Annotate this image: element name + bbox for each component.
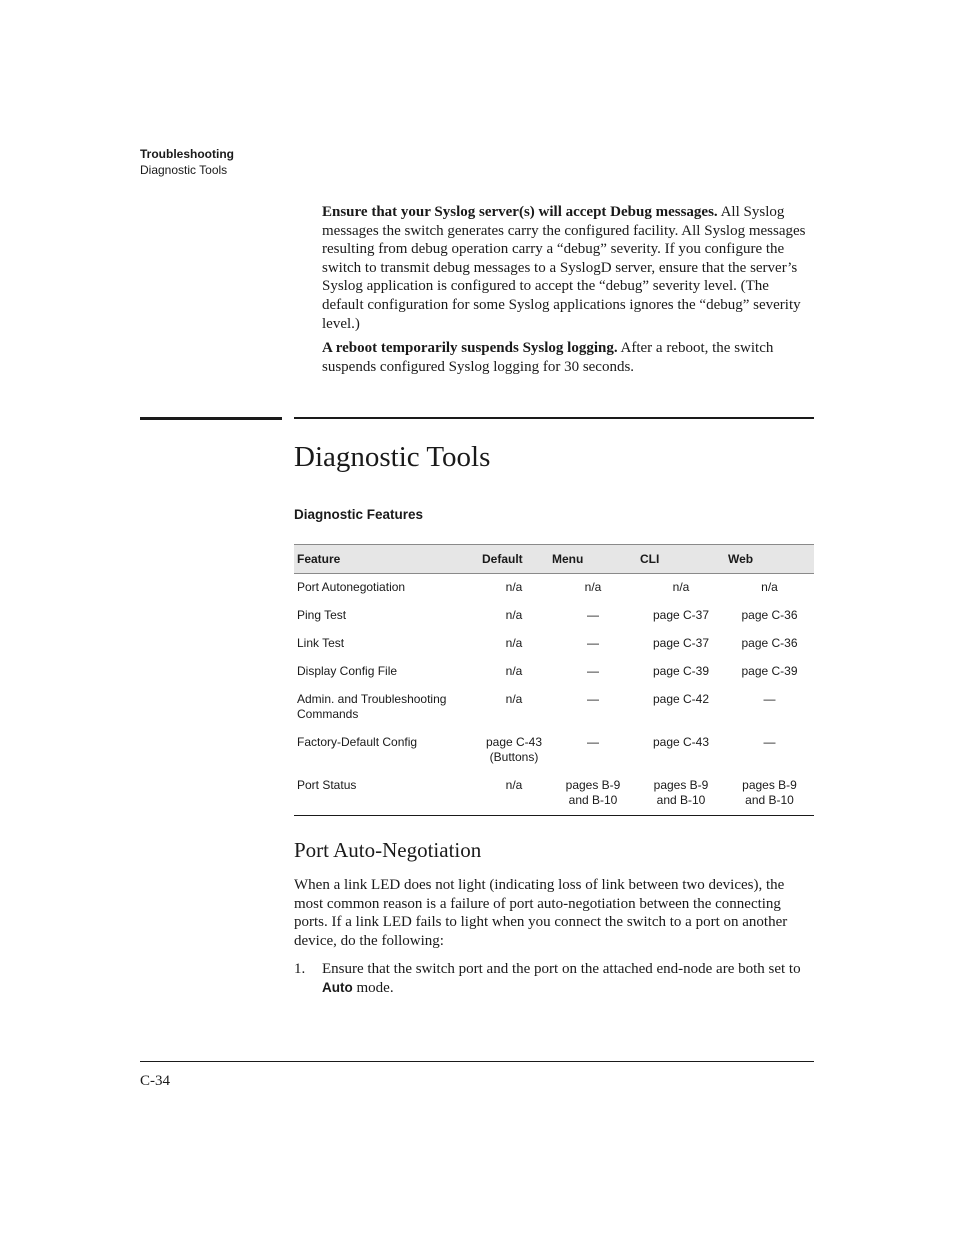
table-cell-menu: n/a <box>584 580 602 594</box>
table-cell-feature: Link Test <box>297 636 345 650</box>
table-row <box>294 602 814 630</box>
table-cell-feature: Port Autonegotiation <box>297 580 406 594</box>
table-row <box>294 658 814 686</box>
diagnostic-features-table <box>294 544 814 816</box>
table-row <box>294 772 814 816</box>
table-cell-menu: — <box>587 664 599 678</box>
auto-keyword: Auto <box>322 979 353 995</box>
table-cell-default: n/a <box>505 636 523 650</box>
col-header-web: Web <box>725 545 814 574</box>
step-text-pre: Ensure that the switch port and the port on the attached end-node are both set to <box>322 961 801 977</box>
table-header-row <box>294 545 814 574</box>
col-header-cli: CLI <box>637 545 725 574</box>
table-body <box>294 574 814 816</box>
table-cell-web: page C-39 <box>741 664 798 678</box>
table-cell-cli: page C-37 <box>652 608 710 622</box>
table-cell-feature: Port Status <box>297 778 357 792</box>
table-cell-web: — <box>763 692 776 706</box>
table-cell-menu: pages B-9 and B-10 <box>565 778 621 807</box>
col-header-menu: Menu <box>549 545 637 574</box>
section-heading: Port Auto-Negotiation <box>294 838 482 862</box>
table-cell-web: — <box>763 735 776 749</box>
table-cell-cli: page C-43 <box>652 735 710 749</box>
table-cell-web: page C-36 <box>741 608 798 622</box>
table-cell-feature: Display Config File <box>297 664 398 678</box>
table-cell-menu: — <box>587 636 599 650</box>
page-title: Diagnostic Tools <box>294 441 491 473</box>
col-header-feature: Feature <box>294 545 479 574</box>
footer-rule <box>140 1061 814 1062</box>
table-cell-web: page C-36 <box>741 636 798 650</box>
table-cell-menu: — <box>587 608 599 622</box>
table-cell-default: page C-43 (Buttons) <box>485 735 543 764</box>
table-cell-cli: page C-39 <box>652 664 710 678</box>
step-number: 1. <box>294 961 306 977</box>
table-cell-web: pages B-9 and B-10 <box>742 778 797 807</box>
reboot-paragraph <box>322 339 814 376</box>
table-cell-web: n/a <box>761 580 778 594</box>
table-cell-default: n/a <box>505 664 523 678</box>
table-cell-default: n/a <box>505 778 523 792</box>
section-rule-right <box>294 417 814 419</box>
step-text <box>322 960 814 997</box>
running-header-section: Troubleshooting <box>140 147 234 161</box>
table-row <box>294 729 814 772</box>
page-number: C-34 <box>140 1073 170 1089</box>
table-cell-cli: pages B-9 and B-10 <box>653 778 709 807</box>
section-rule-left <box>140 417 282 420</box>
table-cell-cli: n/a <box>672 580 690 594</box>
table-row <box>294 686 814 729</box>
syslog-debug-lead: Ensure that your Syslog server(s) will accept Debug messages. <box>322 204 718 220</box>
table-cell-feature: Ping Test <box>297 608 347 622</box>
reboot-text: After a reboot, the switch suspends configured Syslog logging for 30 seconds. <box>322 340 774 375</box>
running-header-subsection: Diagnostic Tools <box>140 163 228 177</box>
table-row <box>294 574 814 603</box>
table-cell-default: n/a <box>505 580 523 594</box>
table-cell-feature: Admin. and Troubleshooting Commands <box>297 692 447 721</box>
syslog-debug-text: All Syslog messages the switch generates carry the configured facility. All Syslog messages resulting from debug operation carry a “debug” severity. If you configure the switch to transmit debug messages to a SyslogD server, ensure that the server’s Syslog application is configured to accept the “debug” severity level. (The default configuration for some Syslog applications ignores the “debug” severity level.) <box>322 204 806 332</box>
reboot-lead: A reboot temporarily suspends Syslog logging. <box>322 340 618 356</box>
table-title: Diagnostic Features <box>294 507 424 522</box>
syslog-debug-paragraph <box>322 203 814 333</box>
table-cell-default: n/a <box>505 692 523 706</box>
auto-negotiation-paragraph: When a link LED does not light (indicating loss of link between two devices), the most common reason is a failure of port auto-negotiation between the connecting ports. If a link LED fails to light when you connect the switch to a port on another device, do the following: <box>294 877 788 949</box>
table-cell-cli: page C-37 <box>652 636 710 650</box>
table-row <box>294 630 814 658</box>
col-header-default: Default <box>479 545 549 574</box>
table-cell-cli: page C-42 <box>652 692 710 706</box>
table-cell-menu: — <box>587 735 599 749</box>
step-text-post: mode. <box>352 979 394 996</box>
table-cell-default: n/a <box>505 608 523 622</box>
table-cell-feature: Factory-Default Config <box>297 735 418 749</box>
table-cell-menu: — <box>587 692 599 706</box>
